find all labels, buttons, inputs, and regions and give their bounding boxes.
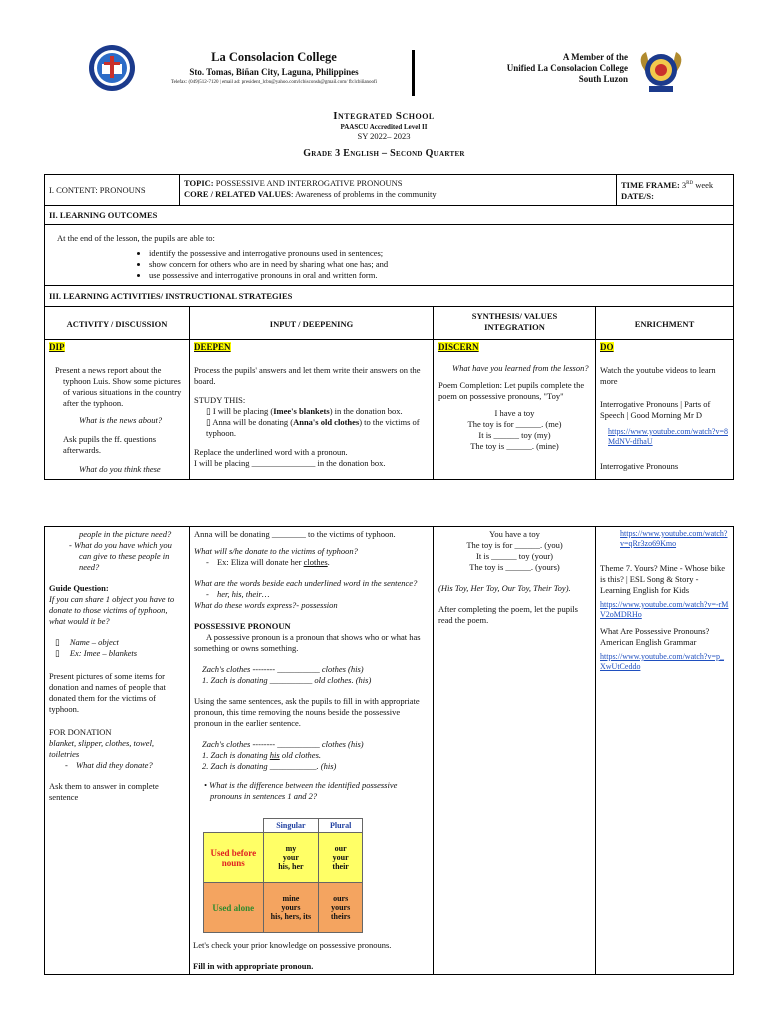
input-cell-p2: Anna will be donating ________ to the victims of typhoon. What will s/he donate to the victims of typhoon? - Ex: Eliza will donate her clothes. What are the words beside each underlined word in the sentence? - her, his, their… What do these words express?- possession POSSESSIVE PRONOUN A possessive pronoun is a pronoun that shows who or what has something or owns something. Zach's clothes -------- __________ clothes (his) 1. Zach is donating __________ old clothes. (his) Using the same sentences, ask the pupils to fill in with appropriate pronoun, this time removing the nouns beside the possessive pronoun in the earlier sentence. Zach's clothes -------- __________ clothes (his) 1. Zach is donating his old clothes. 2. Zach is donating ___________. (his) • What is the difference between the identified possessive pronouns in sentences 1 and 2? — [189, 526, 434, 975]
college-contact: Telefax: (049)512-7120 | email ad: president_lcbn@yahoo.com/lcbisconsh@gmail.com/ fb:lcbiñanoofi — [170, 80, 378, 85]
college-seal-icon — [88, 44, 136, 92]
grade-title: Grade 3 English – Second Quarter — [303, 148, 465, 159]
activities-header: III. LEARNING ACTIVITIES/ INSTRUCTIONAL STRATEGIES — [44, 285, 734, 307]
singular-header: Singular — [263, 819, 319, 833]
school-year: SY 2022– 2023 — [357, 131, 411, 141]
outcomes-header: II. LEARNING OUTCOMES — [44, 205, 734, 225]
discern-label: DISCERN — [438, 342, 479, 352]
enrichment-cell-p1: DO Watch the youtube videos to learn more Interrogative Pronouns | Parts of Speech | Good Morning Mr D https://www.youtube.com/watch?v=8MdNV-dfhaU Interrogative Pronouns — [595, 339, 734, 480]
youtube-link-1[interactable]: https://www.youtube.com/watch?v=8MdNV-dfhaU — [608, 427, 728, 446]
used-before-nouns-label: Used before nouns — [204, 833, 264, 883]
dip-label: DIP — [49, 342, 65, 352]
school-title: Integrated School — [333, 110, 435, 122]
singular-before-cell: my your his, her — [263, 833, 319, 883]
plural-before-cell: our your their — [319, 833, 363, 883]
college-name: La Consolacion College — [211, 50, 337, 64]
content-cell: I. CONTENT: PRONOUNS — [44, 174, 180, 206]
col-synthesis-header: SYNTHESIS/ VALUES INTEGRATION — [433, 306, 596, 340]
plural-header: Plural — [319, 819, 363, 833]
college-address: Sto. Tomas, Biñan City, Laguna, Philippines — [189, 67, 359, 77]
outcomes-list: • identify the possessive and interrogative pronouns used in sentences; • show concern for others who are in need by sharing what one has; and • use possessive and interrogative pronouns in oral and written form. — [149, 248, 721, 281]
plural-alone-cell: ours yours theirs — [319, 883, 363, 933]
used-alone-label: Used alone — [204, 883, 264, 933]
header-divider — [412, 50, 415, 96]
input-cell-p1: DEEPEN Process the pupils' answers and let them write their answers on the board. STUDY THIS: ▯ I will be placing (Imee's blankets) in the donation box. ▯ Anna will be donating (Anna's old clothes) to the victims of typhoon. Replace the underlined word with a pronoun. I will be placing _______________ in the donation box. — [189, 339, 434, 480]
enrichment-cell-p2: https://www.youtube.com/watch?v=qRr3zo69Kmo Theme 7. Yours? Mine - Whose bike is this? | ESL Song & Story - Learning English for Kids https://www.youtube.com/watch?v=-rMV2oMDRHo What Are Possessive Pronouns? American English Grammar https://www.youtube.com/watch?v=p_XwUtCeddo — [595, 526, 734, 975]
member-text: A Member of the Unified La Consolacion College South Luzon — [506, 52, 628, 84]
outcomes-body: At the end of the lesson, the pupils are able to: • identify the possessive and interrogative pronouns used in sentences; • show concern for others who are in need by sharing what one has; and • use possessive and interrogative pronouns in oral and written form. — [44, 224, 734, 286]
accreditation: PAASCU Accredited Level II — [340, 123, 428, 131]
input-cell-p2-footer: Let's check your prior knowledge on possessive pronouns. Fill in with appropriate pronoun. — [193, 940, 392, 971]
youtube-link-4[interactable]: https://www.youtube.com/watch?v=p_XwUtCeddo — [600, 652, 724, 671]
col-input-header: INPUT / DEEPENING — [189, 306, 434, 340]
singular-alone-cell: mine yours his, hers, its — [263, 883, 319, 933]
col-activity-header: ACTIVITY / DISCUSSION — [44, 306, 190, 340]
col-enrichment-header: ENRICHMENT — [595, 306, 734, 340]
synthesis-cell-p2: You have a toy The toy is for ______. (you) It is ______ toy (your) The toy is ______. (yours) (His Toy, Her Toy, Our Toy, Their Toy). After completing the poem, let the pupils read the poem. — [433, 526, 596, 975]
youtube-link-3[interactable]: https://www.youtube.com/watch?v=-rMV2oMDRHo — [600, 600, 729, 619]
topic-cell: TOPIC: POSSESSIVE AND INTERROGATIVE PRONOUNS CORE / RELATED VALUES: Awareness of problems in the community — [179, 174, 617, 206]
possessive-pronoun-table — [203, 818, 363, 933]
synthesis-cell-p1: DISCERN What have you learned from the lesson? Poem Completion: Let pupils complete the poem on possessive pronouns, "Toy" I have a toy The toy is for ______. (me) It is ______ toy (my) The toy is ______. (mine) — [433, 339, 596, 480]
timeframe-cell: TIME FRAME: 3RD week DATE/S: — [616, 174, 734, 206]
do-label: DO — [600, 342, 614, 352]
youtube-link-2[interactable]: https://www.youtube.com/watch?v=qRr3zo69Kmo — [620, 529, 728, 548]
deepen-label: DEEPEN — [194, 342, 231, 352]
document-titles — [0, 110, 768, 159]
letterhead — [88, 40, 688, 102]
activity-cell-p2: people in the picture need? - What do you have which you can give to these people in need? Guide Question: If you can share 1 object you have to donate to those victims of typhoon, what would it be? ▯ Name – object ▯ Ex: Imee – blankets Present pictures of some items for donation and names of people that donated them for the victims of typhoon. FOR DONATION blanket, slipper, clothes, towel, toiletries - What did they donate? Ask them to answer in complete sentence — [44, 526, 190, 975]
activity-cell-p1: DIP Present a news report about the typhoon Luis. Show some pictures of various situations in the country after the typhoon. What is the news about? Ask pupils the ff. questions afterwards. What do you think these — [44, 339, 190, 480]
unified-seal-icon — [636, 46, 686, 96]
